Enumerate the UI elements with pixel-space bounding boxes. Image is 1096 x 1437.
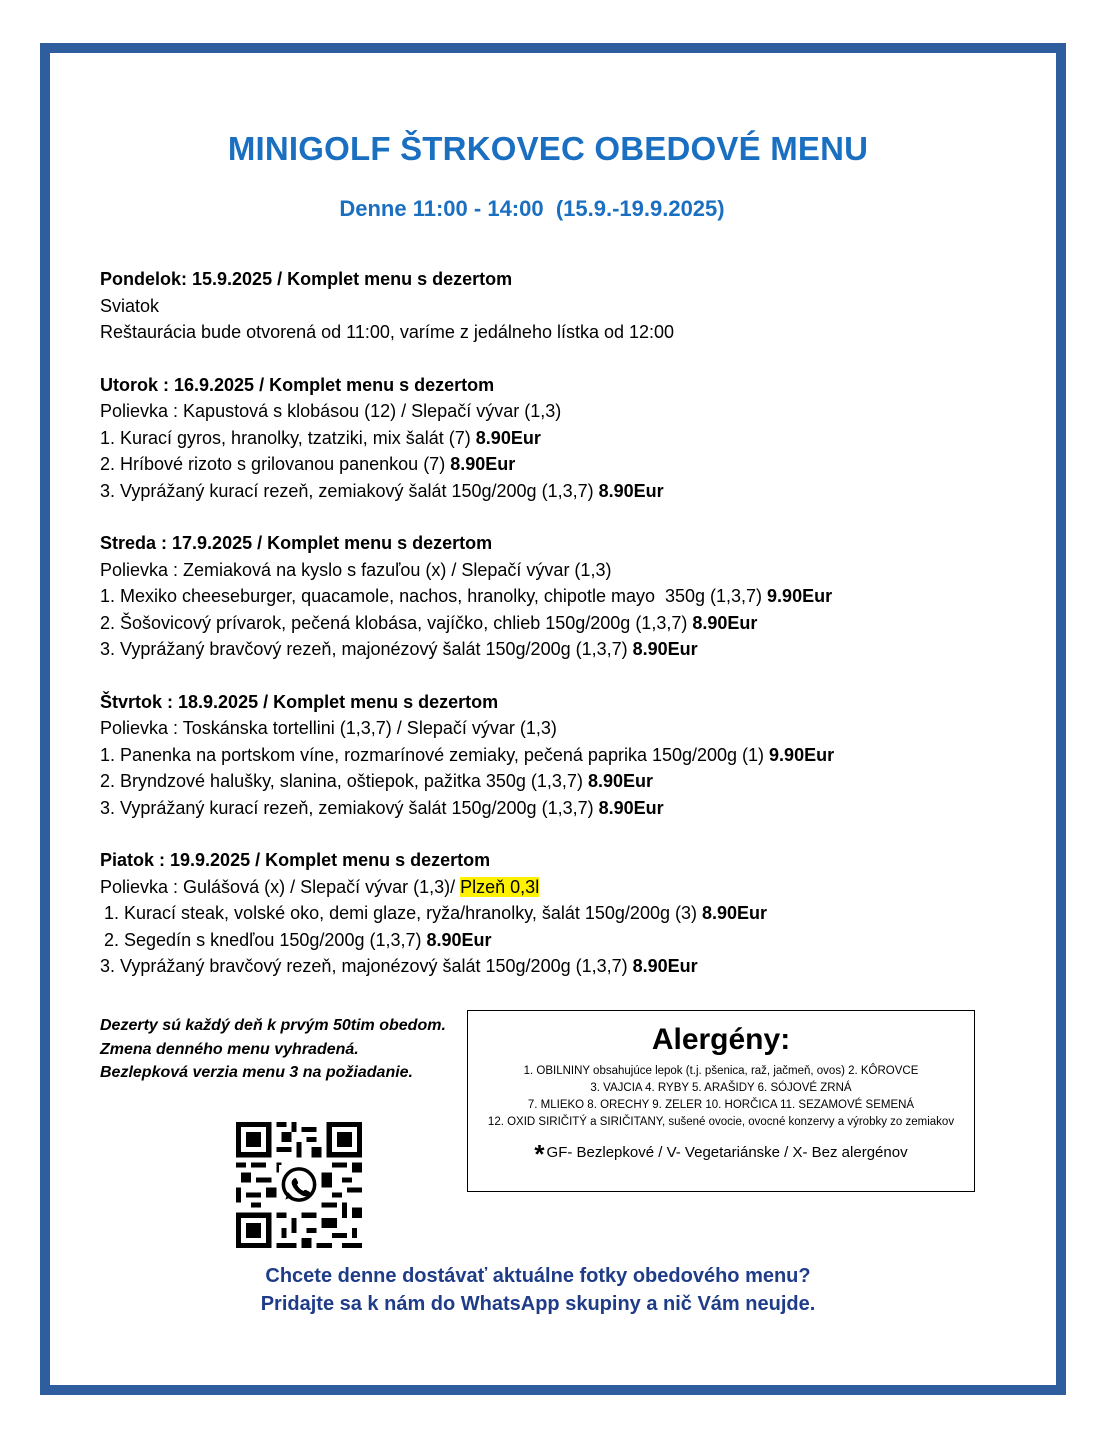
gluten-free-note: Bezlepková verzia menu 3 na požiadanie. [100,1064,413,1081]
menu-item [100,927,1000,954]
day-thursday [100,689,1000,822]
day-note: Reštaurácia bude otvorená od 11:00, varíme z jedálneho lístka od 12:00 [100,322,675,342]
menu-item [100,478,1000,505]
change-note: Zmena denného menu vyhradená. [100,1040,359,1058]
menu-notes [100,1014,460,1085]
menu-item [100,636,1000,663]
menu-item-text: 2. Hríbové rizoto s grilovanou panenkou (7) [100,454,451,474]
whatsapp-call-to-action [0,1262,1076,1318]
menu-item-price: 8.90Eur [598,480,664,501]
allergen-line: 3. VAJCIA 4. RYBY 5. ARAŠIDY 6. SÓJOVÉ ZRNÁ [590,1082,852,1094]
menu-item-text: 3. Vyprážaný kurací rezeň, zemiakový šalát 150g/200g (1,3,7) [100,797,599,818]
menu-item-price: 8.90Eur [475,427,541,448]
soup-line [100,874,1000,901]
menu-item-text: 1. Panenka na portskom víne, rozmarínové zemiaky, pečená paprika 150g/200g (1) [100,744,770,765]
menu-item-price: 8.90Eur [632,639,698,659]
day-note: Sviatok [100,295,160,316]
whatsapp-qr-code-icon[interactable] [236,1122,362,1248]
menu-item [100,425,1000,452]
menu-item [100,795,1000,822]
soup-text: Polievka : Gulášová (x) / Slepačí vývar (1,3)/ [100,876,461,897]
menu-item-text: 2. Šošovicový prívarok, pečená klobása, vajíčko, chlieb 150g/200g (1,3,7) [100,612,693,633]
soup-line: Polievka : Kapustová s klobásou (12) / Slepačí vývar (1,3) [100,401,562,421]
menu-item [100,742,1000,769]
menu-item [100,953,1000,980]
allergen-info-box [467,1010,975,1192]
menu-item-text: 3. Vyprážaný bravčový rezeň, majonézový šalát 150g/200g (1,3,7) [100,639,633,659]
allergen-line: 12. OXID SIRIČITÝ a SIRIČITANY, sušené ovocie, ovocné konzervy a výrobky zo zemiakov [487,1116,955,1128]
day-friday [100,847,1000,980]
menu-item-text: 1. Kurací steak, volské oko, demi glaze, ryža/hranolky, šalát 150g/200g (3) [104,903,702,923]
menu-item-price: 8.90Eur [426,929,492,950]
allergen-list [482,1063,960,1131]
page-title: MINIGOLF ŠTRKOVEC OBEDOVÉ MENU [227,130,869,167]
menu-item-price: 8.90Eur [692,612,758,633]
menu-item-price: 8.90Eur [450,454,516,474]
beer-highlight: Plzeň 0,3l [460,876,540,897]
day-heading: Piatok : 19.9.2025 / Komplet menu s dezertom [100,850,491,870]
cta-line-1: Chcete denne dostávať aktuálne fotky obedového menu? [265,1265,811,1287]
menu-item-price: 9.90Eur [769,744,835,765]
day-heading: Štvrtok : 18.9.2025 / Komplet menu s dezertom [100,691,499,712]
day-tuesday [100,372,1000,505]
day-heading: Pondelok: 15.9.2025 / Komplet menu s dezertom [100,269,513,289]
menu-item [100,900,1000,927]
day-heading: Utorok : 16.9.2025 / Komplet menu s dezertom [100,374,495,395]
asterisk-mark: * [534,1139,545,1169]
menu-item-price: 8.90Eur [701,903,768,923]
menu-item-price: 8.90Eur [598,797,664,818]
allergen-legend [468,1139,974,1170]
allergen-line: 1. OBILNINY obsahujúce lepok (t.j. pšenica, raž, jačmeň, ovos) 2. KÔROVCE [523,1065,919,1077]
menu-item-text: 1. Mexiko cheeseburger, quacamole, nachos, hranolky, chipotle mayo 350g (1,3,7) [100,586,768,606]
day-heading: Streda : 17.9.2025 / Komplet menu s dezertom [100,533,493,553]
allergen-line: 7. MLIEKO 8. ORECHY 9. ZELER 10. HORČICA 11. SEZAMOVÉ SEMENÁ [527,1099,915,1111]
soup-line: Polievka : Toskánska tortellini (1,3,7) / Slepačí vývar (1,3) [100,718,557,738]
menu-item-text: 3. Vyprážaný kurací rezeň, zemiakový šalát 150g/200g (1,3,7) [100,480,599,501]
menu-item-text: 2. Bryndzové halušky, slanina, oštiepok, pažitka 350g (1,3,7) [100,771,588,791]
menu-item-text: 3. Vyprážaný bravčový rezeň, majonézový šalát 150g/200g (1,3,7) [100,956,633,976]
soup-line: Polievka : Zemiaková na kyslo s fazuľou (x) / Slepačí vývar (1,3) [100,559,612,580]
menu-item-price: 8.90Eur [587,771,653,791]
menu-item [100,583,1000,610]
day-wednesday [100,530,1000,663]
menu-item-price: 8.90Eur [632,956,698,976]
dessert-note: Dezerty sú každý deň k prvým 50tim obedom. [100,1017,446,1034]
menu-item [100,768,1000,795]
menu-item [100,451,1000,478]
menu-item-text: 1. Kurací gyros, hranolky, tzatziki, mix šalát (7) [100,427,476,448]
day-monday [100,266,1000,346]
cta-line-2: Pridajte sa k nám do WhatsApp skupiny a nič Vám neujde. [260,1293,816,1315]
menu-item-price: 9.90Eur [767,586,833,606]
allergen-title: Alergény: [651,1023,791,1056]
page-subtitle: Denne 11:00 - 14:00 (15.9.-19.9.2025) [339,196,725,221]
legend-text: GF- Bezlepkové / V- Vegetariánske / X- Bez alergénov [546,1144,908,1161]
daily-menu-list [100,266,1000,1006]
menu-item [100,610,1000,637]
menu-item-text: 2. Segedín s knedľou 150g/200g (1,3,7) [104,929,427,950]
